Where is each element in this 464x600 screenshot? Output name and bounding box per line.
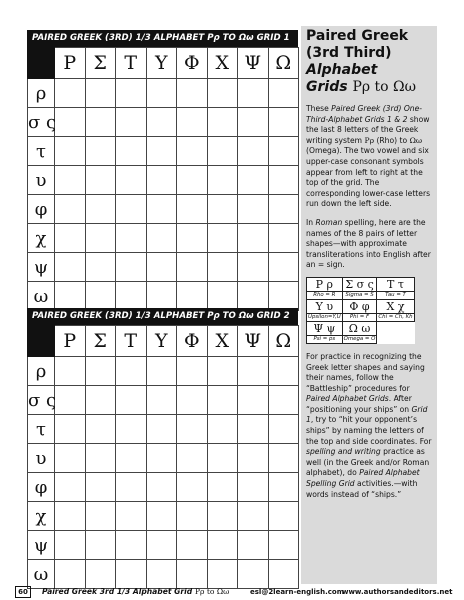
text-run: Paired Alphabet Grids xyxy=(306,394,389,404)
text-run: Roman xyxy=(315,217,343,227)
grid-cell[interactable] xyxy=(55,137,86,166)
grid-cell[interactable] xyxy=(238,137,269,166)
text-run: Grid 1 xyxy=(306,404,428,425)
letter-translit: Psi = ps xyxy=(307,335,343,343)
grid-cell[interactable] xyxy=(268,224,299,253)
grid-cell[interactable] xyxy=(116,137,147,166)
row-header: χ xyxy=(28,224,55,253)
column-header: Τ xyxy=(116,326,147,357)
grid-cell[interactable] xyxy=(207,357,238,386)
title-part: Ρρ to Ωω xyxy=(352,79,417,95)
grid-cell[interactable] xyxy=(146,195,177,224)
grid-cell[interactable] xyxy=(177,415,208,444)
letter-glyph: Τ τ xyxy=(377,277,414,291)
grid-cell[interactable] xyxy=(177,282,208,311)
title-part: Alphabet xyxy=(306,62,378,78)
grid-cell[interactable] xyxy=(146,108,177,137)
grid-cell[interactable] xyxy=(207,224,238,253)
intro-paragraph xyxy=(306,104,432,210)
grid-cell[interactable] xyxy=(116,195,147,224)
column-header: Υ xyxy=(146,326,177,357)
grid-cell[interactable] xyxy=(177,473,208,502)
footer-email: esl@2learn-english.com xyxy=(250,588,344,596)
grid-cell[interactable] xyxy=(55,531,86,560)
grid-cell[interactable] xyxy=(55,444,86,473)
grid-corner xyxy=(28,48,55,79)
column-header: Χ xyxy=(207,48,238,79)
grid-cell[interactable] xyxy=(238,473,269,502)
grid-cell[interactable] xyxy=(85,473,116,502)
grid-cell[interactable] xyxy=(268,531,299,560)
grid-cell[interactable] xyxy=(116,253,147,282)
column-header: Ψ xyxy=(238,48,269,79)
grid-cell[interactable] xyxy=(116,357,147,386)
column-header: Ρ xyxy=(55,48,86,79)
grid-cell[interactable] xyxy=(268,357,299,386)
text-run: For practice in recognizing the Greek letter shapes and saying their names, follow the “Battleship” procedures for xyxy=(306,351,425,393)
grid-cell[interactable] xyxy=(116,444,147,473)
grid-cell[interactable] xyxy=(207,253,238,282)
footer-title xyxy=(42,585,229,599)
letter-glyph: Σ σ ς xyxy=(342,277,377,291)
grid-cell[interactable] xyxy=(177,531,208,560)
grid-cell[interactable] xyxy=(268,253,299,282)
letter-translit: Omega = O xyxy=(343,336,376,343)
column-header: Ω xyxy=(268,48,299,79)
grid-cell[interactable] xyxy=(207,79,238,108)
roman-spelling-paragraph xyxy=(306,218,432,271)
row-header: ρ xyxy=(28,79,55,108)
row-header: σ ς xyxy=(28,386,55,415)
grid-cell[interactable] xyxy=(85,415,116,444)
column-header: Υ xyxy=(146,48,177,79)
text-run: . After “positioning your ships” on xyxy=(306,394,412,414)
title-part: Grids xyxy=(306,79,353,95)
grid-cell[interactable] xyxy=(146,282,177,311)
grid-table xyxy=(27,47,299,311)
grid-cell[interactable] xyxy=(85,531,116,560)
title-line-2 xyxy=(306,45,432,79)
grid-cell[interactable] xyxy=(146,79,177,108)
grid-cell[interactable] xyxy=(116,166,147,195)
row-header: χ xyxy=(28,502,55,531)
row-header: σ ς xyxy=(28,108,55,137)
grid-cell[interactable] xyxy=(55,166,86,195)
grid-cell[interactable] xyxy=(116,473,147,502)
grid-cell[interactable] xyxy=(238,166,269,195)
row-header: τ xyxy=(28,137,55,166)
grid-cell[interactable] xyxy=(55,357,86,386)
text-run: activities.—with words instead of “ships.” xyxy=(306,479,418,499)
grid-cell[interactable] xyxy=(55,79,86,108)
grid-cell[interactable] xyxy=(268,195,299,224)
grid-cell[interactable] xyxy=(207,473,238,502)
row-header: υ xyxy=(28,166,55,195)
grid-cell[interactable] xyxy=(177,195,208,224)
text-run: practice as well (in the Greek and/or Roman alphabet), do xyxy=(306,447,430,478)
letter-glyph: Φ φ xyxy=(342,299,377,313)
text-run: These xyxy=(306,104,332,113)
grid-cell[interactable] xyxy=(177,79,208,108)
row-header: ψ xyxy=(28,531,55,560)
instructions-sidebar xyxy=(301,26,437,584)
grid-cell[interactable] xyxy=(85,357,116,386)
grid-cell[interactable] xyxy=(146,357,177,386)
page-number: 60 xyxy=(15,586,31,598)
grid-cell[interactable] xyxy=(116,502,147,531)
grid-cell[interactable] xyxy=(268,415,299,444)
grid-cell[interactable] xyxy=(55,282,86,311)
grid-cell[interactable] xyxy=(85,108,116,137)
grid-cell[interactable] xyxy=(85,502,116,531)
page-footer xyxy=(0,584,464,600)
text-run: show the last 8 letters of the Greek writing system xyxy=(306,114,430,145)
row-header: ρ xyxy=(28,357,55,386)
grid-cell[interactable] xyxy=(207,444,238,473)
grid-cell[interactable] xyxy=(55,415,86,444)
letter-glyph: Χ χ xyxy=(377,299,414,313)
grid-cell[interactable] xyxy=(177,166,208,195)
grid-cell[interactable] xyxy=(146,137,177,166)
grid-cell[interactable] xyxy=(207,531,238,560)
grid-cell[interactable] xyxy=(268,108,299,137)
grid-cell[interactable] xyxy=(146,415,177,444)
grid-cell[interactable] xyxy=(238,195,269,224)
letter-translit: Tau = T xyxy=(377,291,414,299)
letter-glyph: Υ υ xyxy=(307,299,343,313)
grid-cell[interactable] xyxy=(207,386,238,415)
grid-cell[interactable] xyxy=(55,224,86,253)
title-part: (3rd Third) xyxy=(306,45,392,61)
column-header: Φ xyxy=(177,326,208,357)
column-header: Σ xyxy=(85,326,116,357)
grid-cell[interactable] xyxy=(238,357,269,386)
grid-cell[interactable] xyxy=(177,386,208,415)
grid-cell[interactable] xyxy=(55,386,86,415)
column-header: Ω xyxy=(268,326,299,357)
grid-cell[interactable] xyxy=(55,253,86,282)
grid-cell[interactable] xyxy=(116,108,147,137)
grid-cell[interactable] xyxy=(85,195,116,224)
grid-cell[interactable] xyxy=(238,415,269,444)
alphabet-grid-1 xyxy=(27,30,298,311)
text-run: Paired Greek 3rd 1/3 Alphabet Grid xyxy=(42,587,195,596)
grid-cell[interactable] xyxy=(116,415,147,444)
grid-cell[interactable] xyxy=(268,473,299,502)
letter-glyph: Ω ω xyxy=(342,321,377,335)
practice-paragraph xyxy=(306,352,432,500)
grid-corner xyxy=(28,326,55,357)
letter-glyph: Ρ ρ xyxy=(307,277,343,291)
grid-cell[interactable] xyxy=(177,502,208,531)
grid-cell[interactable] xyxy=(207,195,238,224)
grid-cell[interactable] xyxy=(146,224,177,253)
grid-cell[interactable] xyxy=(55,108,86,137)
grid-cell[interactable] xyxy=(146,531,177,560)
text-run: Ρρ xyxy=(364,135,375,145)
sidebar-title xyxy=(306,28,432,96)
grid-cell[interactable] xyxy=(177,253,208,282)
empty-cell xyxy=(377,335,414,343)
text-run: (Rho) to xyxy=(374,135,410,145)
grid-cell[interactable] xyxy=(177,108,208,137)
grid-cell[interactable] xyxy=(85,224,116,253)
column-header: Χ xyxy=(207,326,238,357)
grid-cell[interactable] xyxy=(55,195,86,224)
grid-cell[interactable] xyxy=(116,79,147,108)
grid-cell[interactable] xyxy=(268,282,299,311)
column-header: Ρ xyxy=(55,326,86,357)
grid-cell[interactable] xyxy=(238,502,269,531)
text-run: , try to “hit your opponent’s ships” by naming the letters of the top and side coordinates. For xyxy=(306,415,432,446)
title-line-3 xyxy=(306,79,432,96)
text-run: Paired Greek (3rd) One-Third-Alphabet Grids 1 & 2 xyxy=(306,104,423,124)
title-line-1: Paired Greek xyxy=(306,28,409,44)
grid-cell[interactable] xyxy=(207,415,238,444)
grid-table xyxy=(27,325,299,589)
letter-names-table xyxy=(306,277,415,344)
grid-cell[interactable] xyxy=(238,386,269,415)
text-run: spelling, here are the names of the 8 pairs of letter shapes—with approximate transliterations into English after an = sign. xyxy=(306,217,431,270)
grid-cell[interactable] xyxy=(238,108,269,137)
grid-cell[interactable] xyxy=(268,137,299,166)
grid-cell[interactable] xyxy=(146,502,177,531)
grid-cell[interactable] xyxy=(116,282,147,311)
grid-cell[interactable] xyxy=(238,282,269,311)
grid-cell[interactable] xyxy=(268,444,299,473)
row-header: υ xyxy=(28,444,55,473)
letter-translit: Sigma = S xyxy=(342,291,377,299)
grid-cell[interactable] xyxy=(116,531,147,560)
column-header: Ψ xyxy=(238,326,269,357)
letter-translit: Upsilon=Y,U xyxy=(308,314,341,321)
grid-cell[interactable] xyxy=(85,79,116,108)
row-header: ψ xyxy=(28,253,55,282)
text-run: (Omega). The two vowel and six upper-case consonant symbols appear from left to right at the top of the grid. The corresponding lower-case letters run down the left side. xyxy=(306,146,431,209)
grid-cell[interactable] xyxy=(146,473,177,502)
grid-title: PAIRED GREEK (3RD) 1/3 ALPHABET Ρρ TO Ωω GRID 2 xyxy=(27,308,298,325)
grid-cell[interactable] xyxy=(238,531,269,560)
grid-cell[interactable] xyxy=(268,386,299,415)
row-header: ω xyxy=(28,282,55,311)
grid-cell[interactable] xyxy=(177,357,208,386)
grid-cell[interactable] xyxy=(207,108,238,137)
grid-cell[interactable] xyxy=(146,444,177,473)
grid-cell[interactable] xyxy=(146,386,177,415)
grid-cell[interactable] xyxy=(85,166,116,195)
text-run: Ωω xyxy=(409,135,423,145)
grid-cell[interactable] xyxy=(55,502,86,531)
row-header: τ xyxy=(28,415,55,444)
grid-cell[interactable] xyxy=(238,79,269,108)
grid-cell[interactable] xyxy=(85,386,116,415)
grid-cell[interactable] xyxy=(177,444,208,473)
grid-cell[interactable] xyxy=(268,79,299,108)
text-run: In xyxy=(306,217,316,227)
column-header: Τ xyxy=(116,48,147,79)
footer-website: www.authorsandeditors.net xyxy=(342,588,453,596)
text-run: Ρρ to Ωω xyxy=(194,587,230,596)
grid-cell[interactable] xyxy=(207,282,238,311)
grid-cell[interactable] xyxy=(116,224,147,253)
grid-cell[interactable] xyxy=(116,386,147,415)
grid-cell[interactable] xyxy=(55,473,86,502)
row-header: φ xyxy=(28,473,55,502)
letter-translit: Rho = R xyxy=(307,291,343,299)
letter-translit: Phi = F xyxy=(342,313,377,321)
grid-cell[interactable] xyxy=(238,444,269,473)
grid-cell[interactable] xyxy=(207,137,238,166)
grid-cell[interactable] xyxy=(85,444,116,473)
grid-cell[interactable] xyxy=(238,224,269,253)
grid-cell[interactable] xyxy=(146,253,177,282)
grid-cell[interactable] xyxy=(238,253,269,282)
text-run: spelling and writing xyxy=(306,447,381,457)
grid-cell[interactable] xyxy=(146,166,177,195)
column-header: Φ xyxy=(177,48,208,79)
grid-cell[interactable] xyxy=(268,166,299,195)
grid-cell[interactable] xyxy=(85,282,116,311)
grid-cell[interactable] xyxy=(207,166,238,195)
grid-cell[interactable] xyxy=(177,224,208,253)
text-run: Paired Alphabet Spelling Grid xyxy=(306,468,420,489)
grid-cell[interactable] xyxy=(85,253,116,282)
row-header: ω xyxy=(28,560,55,589)
grid-cell[interactable] xyxy=(207,502,238,531)
grid-title: PAIRED GREEK (3RD) 1/3 ALPHABET Ρρ TO Ωω GRID 1 xyxy=(27,30,298,47)
letter-translit: Chi = Ch, Kh xyxy=(378,314,413,321)
letter-glyph: Ψ ψ xyxy=(307,321,343,335)
grid-cell[interactable] xyxy=(85,137,116,166)
alphabet-grid-2 xyxy=(27,308,298,589)
row-header: φ xyxy=(28,195,55,224)
grid-cell[interactable] xyxy=(177,137,208,166)
empty-cell xyxy=(377,321,414,335)
column-header: Σ xyxy=(85,48,116,79)
grid-cell[interactable] xyxy=(268,502,299,531)
